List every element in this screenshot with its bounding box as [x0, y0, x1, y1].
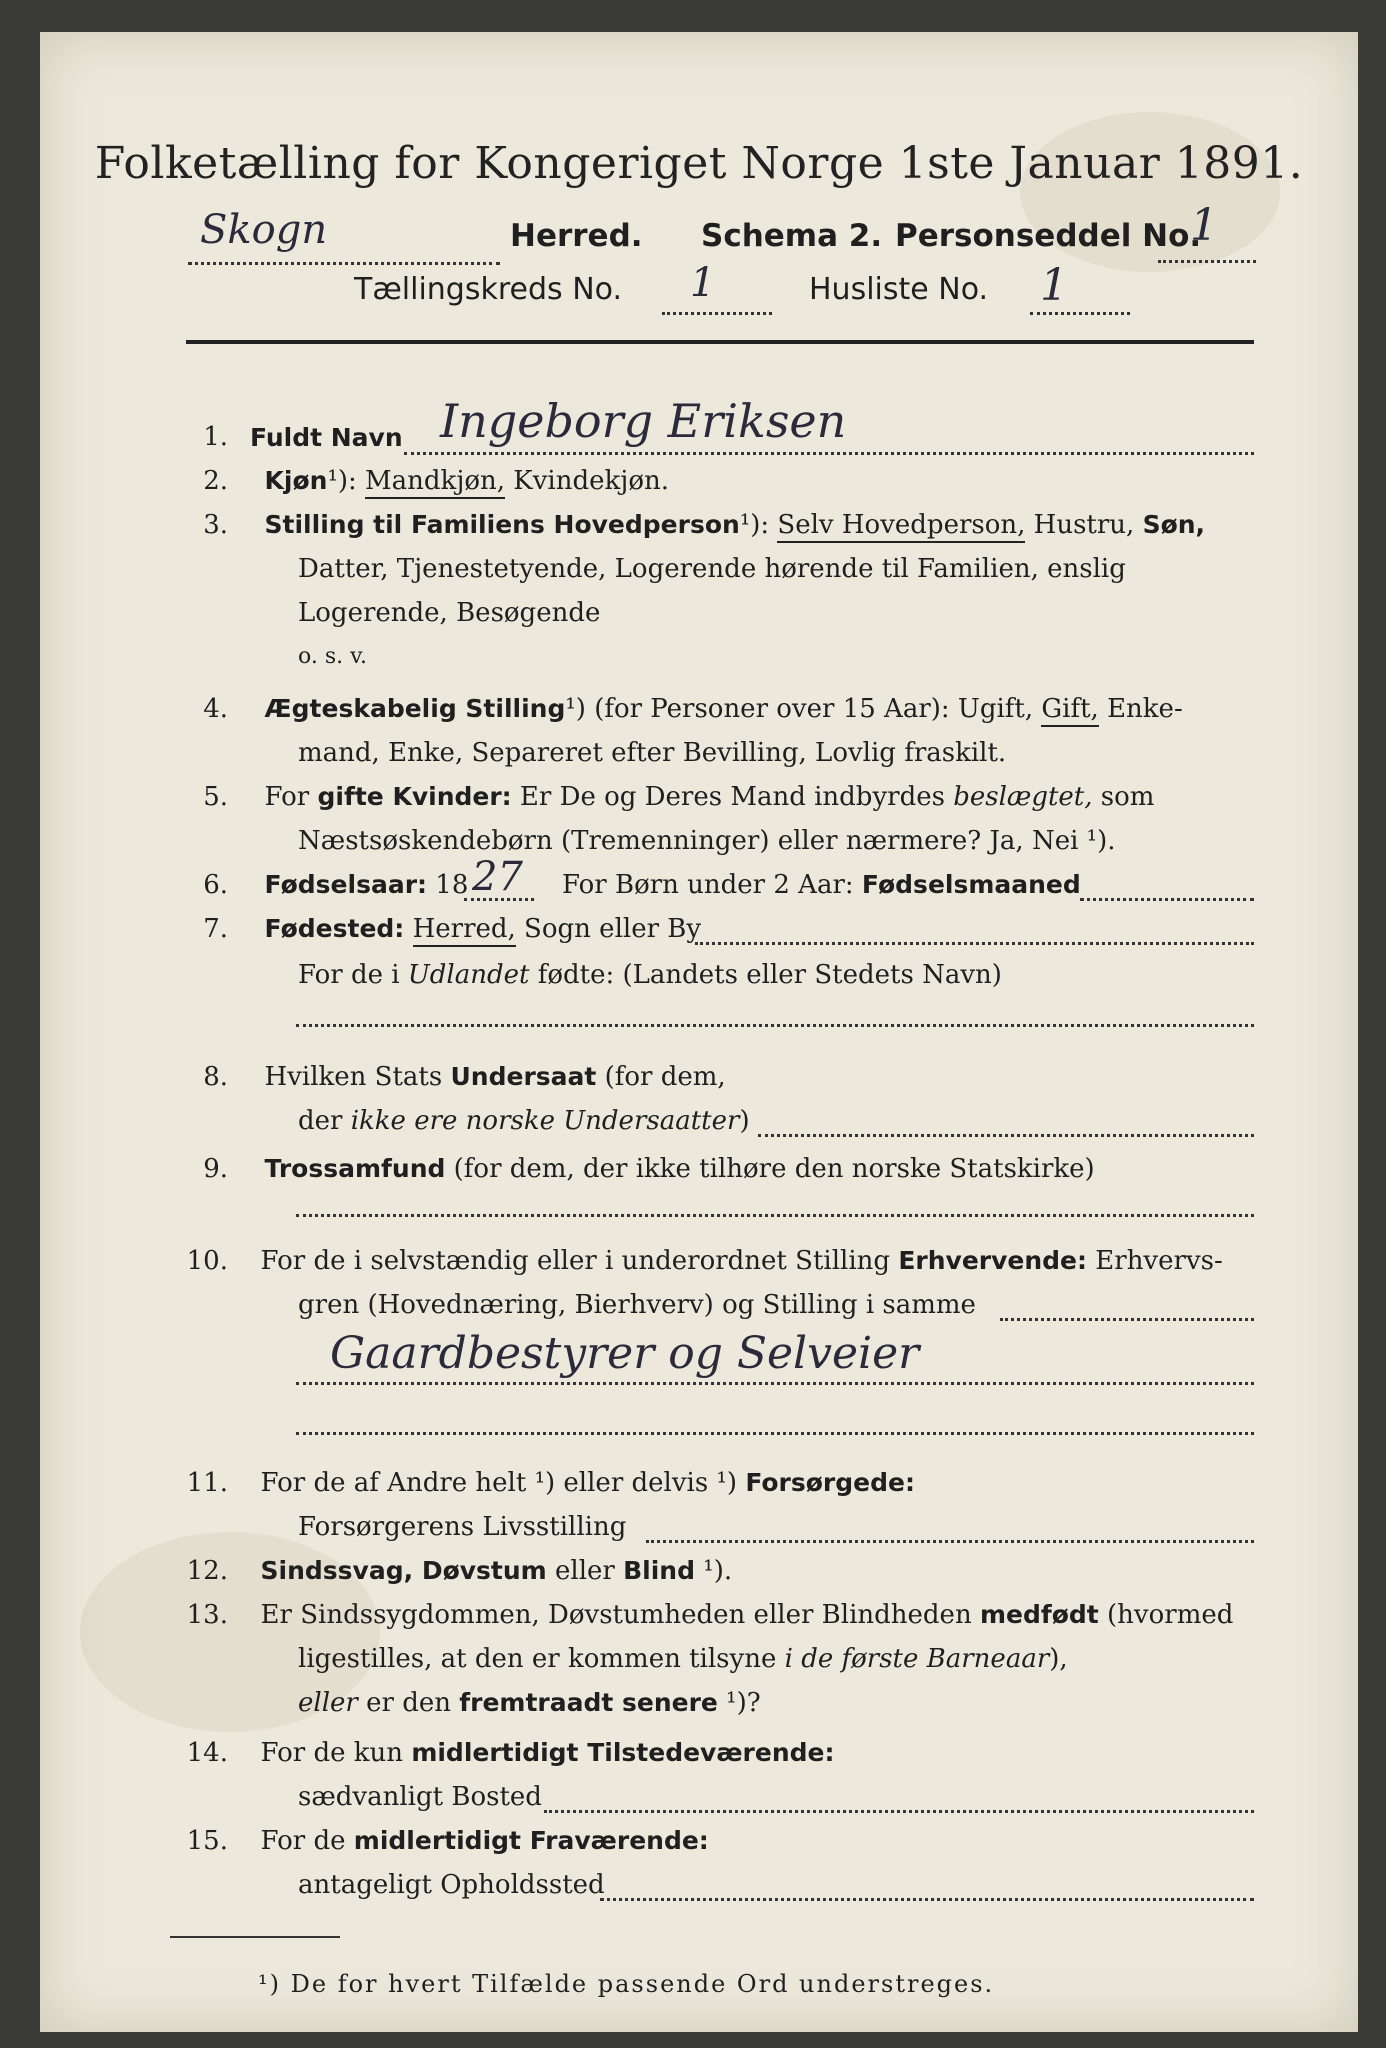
item-8-text-b: (for dem,: [596, 1062, 726, 1092]
item-1-label: Fuldt Navn: [250, 423, 403, 452]
census-form-page: [40, 32, 1358, 2032]
born-under-2-text: For Børn under 2 Aar:: [562, 870, 862, 900]
kvindekjon-option: Kvindekjøn.: [505, 466, 669, 496]
fodested-dotline: [695, 942, 1254, 945]
fodselsaar-prefix: 18: [427, 870, 469, 900]
husliste-dotline: [1030, 312, 1130, 315]
medfodt-label: medfødt: [979, 1600, 1099, 1629]
item-13-text-e: er den: [357, 1688, 460, 1718]
kreds-value: 1: [690, 260, 716, 306]
item-number: 15.: [186, 1826, 228, 1856]
item-12-eller: eller: [546, 1556, 624, 1586]
footnote-text: ¹) De for hvert Tilfælde passende Ord understreges.: [258, 1970, 995, 1998]
forsorgede-label: Forsørgede:: [745, 1468, 915, 1497]
item-13-text-c: ligestilles, at den er kommen tilsyne: [298, 1644, 785, 1674]
son-option: Søn,: [1142, 510, 1206, 539]
header-rule: [186, 340, 1254, 344]
blind-label: Blind: [623, 1556, 695, 1585]
full-name-dotline: [404, 452, 1254, 455]
item-number: 9.: [203, 1154, 228, 1184]
item-12-row: [180, 1556, 732, 1586]
item-9-row: [180, 1154, 1095, 1184]
item-13-text-a: Er Sindssygdommen, Døvstumheden eller Blindheden: [260, 1600, 980, 1630]
item-13-text-b: (hvormed: [1098, 1600, 1234, 1630]
item-number: 11.: [186, 1468, 228, 1498]
form-title: Folketælling for Kongeriget Norge 1ste Januar 1891.: [94, 138, 1304, 189]
item-7-line-2: [298, 960, 1002, 990]
item-14-row: [180, 1738, 834, 1768]
item-5-row: [180, 782, 1154, 812]
eller-text: eller: [298, 1688, 358, 1718]
item-11-text: For de af Andre helt ¹) eller delvis ¹): [260, 1468, 746, 1498]
item-15-line-2: antageligt Opholdssted: [298, 1870, 605, 1900]
item-3-line-4: o. s. v.: [298, 644, 367, 669]
item-number: 3.: [203, 510, 228, 540]
kjon-label: Kjøn: [264, 466, 328, 495]
fodselsaar-label: Fødselsaar:: [264, 870, 428, 899]
fodested-label: Fødested:: [264, 914, 405, 943]
item-number: 6.: [203, 870, 228, 900]
fodselsmaaned-label: Fødselsmaaned: [861, 870, 1081, 899]
personseddel-value: 1: [1190, 200, 1218, 251]
full-name-value: Ingeborg Eriksen: [440, 394, 847, 448]
item-8-close: ): [739, 1106, 750, 1136]
item-12-ref: ¹).: [695, 1556, 733, 1586]
item-6-row: [180, 870, 468, 900]
fremtraadt-label: fremtraadt senere: [459, 1688, 718, 1717]
item-14-text: For de kun: [260, 1738, 412, 1768]
item-8-der: der: [298, 1106, 351, 1136]
barneaar-text: i de første Barneaar: [784, 1644, 1050, 1674]
item-4-text: ¹) (for Personer over 15 Aar): Ugift,: [565, 694, 1042, 724]
husliste-value: 1: [1040, 260, 1068, 311]
bosted-dotline: [544, 1810, 1254, 1813]
trossamfund-dotline: [296, 1214, 1254, 1217]
forsorger-dotline: [646, 1540, 1254, 1543]
item-11-line-2: Forsørgerens Livsstilling: [298, 1512, 627, 1542]
item-9-text: (for dem, der ikke tilhøre den norske Statskirke): [445, 1154, 1095, 1184]
item-3-line-2: Datter, Tjenestetyende, Logerende hørende til Familien, enslig: [298, 554, 1126, 584]
fravaerende-label: midlertidigt Fraværende:: [353, 1826, 709, 1855]
item-number: 13.: [186, 1600, 228, 1630]
kreds-dotline: [662, 312, 772, 315]
herred-label: Herred.: [510, 218, 643, 254]
item-number: 10.: [186, 1246, 228, 1276]
udlandet-text: Udlandet: [407, 960, 530, 990]
hustru-option: Hustru,: [1025, 510, 1143, 540]
item-number: 7.: [203, 914, 228, 944]
item-number: 1.: [203, 422, 228, 452]
item-4-row: [180, 694, 1183, 724]
item-14-line-2: sædvanligt Bosted: [298, 1782, 542, 1812]
sogn-by-option: Sogn eller By: [515, 914, 702, 944]
schema-label: Schema 2.: [701, 218, 883, 254]
item-5-text-a: For: [264, 782, 318, 812]
footnote-ref: ¹):: [327, 466, 366, 496]
erhverv-value: Gaardbestyrer og Selveier: [330, 1328, 920, 1379]
kreds-label: Tællingskreds No.: [354, 272, 622, 307]
item-10-text-a: For de i selvstændig eller i underordnet Stilling: [260, 1246, 899, 1276]
sindssvag-label: Sindssvag, Døvstum: [260, 1556, 547, 1585]
mandkjon-option: Mandkjøn,: [365, 466, 505, 499]
item-4-line-2: mand, Enke, Separeret efter Bevilling, Lovlig fraskilt.: [298, 738, 1007, 768]
erhverv-dotline-3: [296, 1432, 1254, 1435]
footnote-ref: ¹):: [739, 510, 778, 540]
item-5-line-2: Næstsøskendebørn (Tremenninger) eller nærmere? Ja, Nei ¹).: [298, 826, 1116, 856]
item-5-text-c: som: [1092, 782, 1155, 812]
beslaegtet-text: beslægtet,: [953, 782, 1093, 812]
tilstedevaerende-label: midlertidigt Tilstedeværende:: [411, 1738, 835, 1767]
erhverv-dotline-2: [296, 1382, 1254, 1385]
item-8-row: [180, 1062, 726, 1092]
item-15-row: [180, 1826, 709, 1856]
item-number: 5.: [203, 782, 228, 812]
item-number: 12.: [186, 1556, 228, 1586]
item-15-text: For de: [260, 1826, 354, 1856]
udland-dotline: [296, 1024, 1254, 1027]
fodselsaar-dotline: [464, 898, 534, 901]
erhvervende-label: Erhvervende:: [898, 1246, 1088, 1275]
item-number: 4.: [203, 694, 228, 724]
selv-hovedperson-option: Selv Hovedperson,: [777, 510, 1025, 543]
item-8-line-2: [298, 1106, 750, 1136]
item-10-text-b: Erhvervs-: [1087, 1246, 1223, 1276]
fodselsaar-value: 27: [472, 854, 523, 900]
erhverv-dotline-1: [1000, 1318, 1254, 1321]
trossamfund-label: Trossamfund: [264, 1154, 446, 1183]
item-11-row: [180, 1468, 915, 1498]
item-7-row: [180, 914, 701, 944]
item-3-row: [180, 510, 1205, 540]
item-10-line-2: gren (Hovednæring, Bierhverv) og Stilling i samme: [298, 1290, 976, 1320]
item-13-line-2: [298, 1644, 1068, 1674]
item-13-text-d: ),: [1049, 1644, 1068, 1674]
stilling-label: Stilling til Familiens Hovedperson: [264, 510, 740, 539]
item-number: 2.: [203, 466, 228, 496]
herred-dotline: [188, 262, 500, 265]
undersaat-dotline: [758, 1134, 1254, 1137]
undersaat-label: Undersaat: [450, 1062, 597, 1091]
item-13-text-f: ¹)?: [717, 1688, 761, 1718]
udland-text-a: For de i: [298, 960, 408, 990]
footnote-rule: [170, 1936, 340, 1938]
item-2-row: [180, 466, 669, 496]
herred-handwritten: Skogn: [200, 207, 328, 253]
item-6-part-2: [562, 870, 1081, 900]
opholdssted-dotline: [600, 1898, 1254, 1901]
husliste-label: Husliste No.: [809, 272, 989, 307]
item-number: 8.: [203, 1062, 228, 1092]
item-number: 14.: [186, 1738, 228, 1768]
herred-option: Herred,: [413, 914, 516, 947]
item-5-text-b: Er De og Deres Mand indbyrdes: [511, 782, 954, 812]
item-3-line-3: Logerende, Besøgende: [298, 598, 601, 628]
item-4-text-end: Enke-: [1098, 694, 1183, 724]
gifte-kvinder-label: gifte Kvinder:: [317, 782, 512, 811]
item-8-text-a: Hvilken Stats: [264, 1062, 451, 1092]
item-13-row: [180, 1600, 1233, 1630]
item-13-line-3: [298, 1688, 761, 1718]
gift-option: Gift,: [1041, 694, 1098, 727]
ikke-norske-text: ikke ere norske Undersaatter: [350, 1106, 740, 1136]
fodselsmaaned-dotline: [1080, 898, 1254, 901]
item-10-row: [180, 1246, 1223, 1276]
personseddel-dotline: [1158, 260, 1256, 263]
personseddel-label: Personseddel No.: [895, 218, 1202, 254]
udland-text-b: fødte: (Landets eller Stedets Navn): [529, 960, 1002, 990]
aegteskabelig-label: Ægteskabelig Stilling: [264, 694, 566, 723]
